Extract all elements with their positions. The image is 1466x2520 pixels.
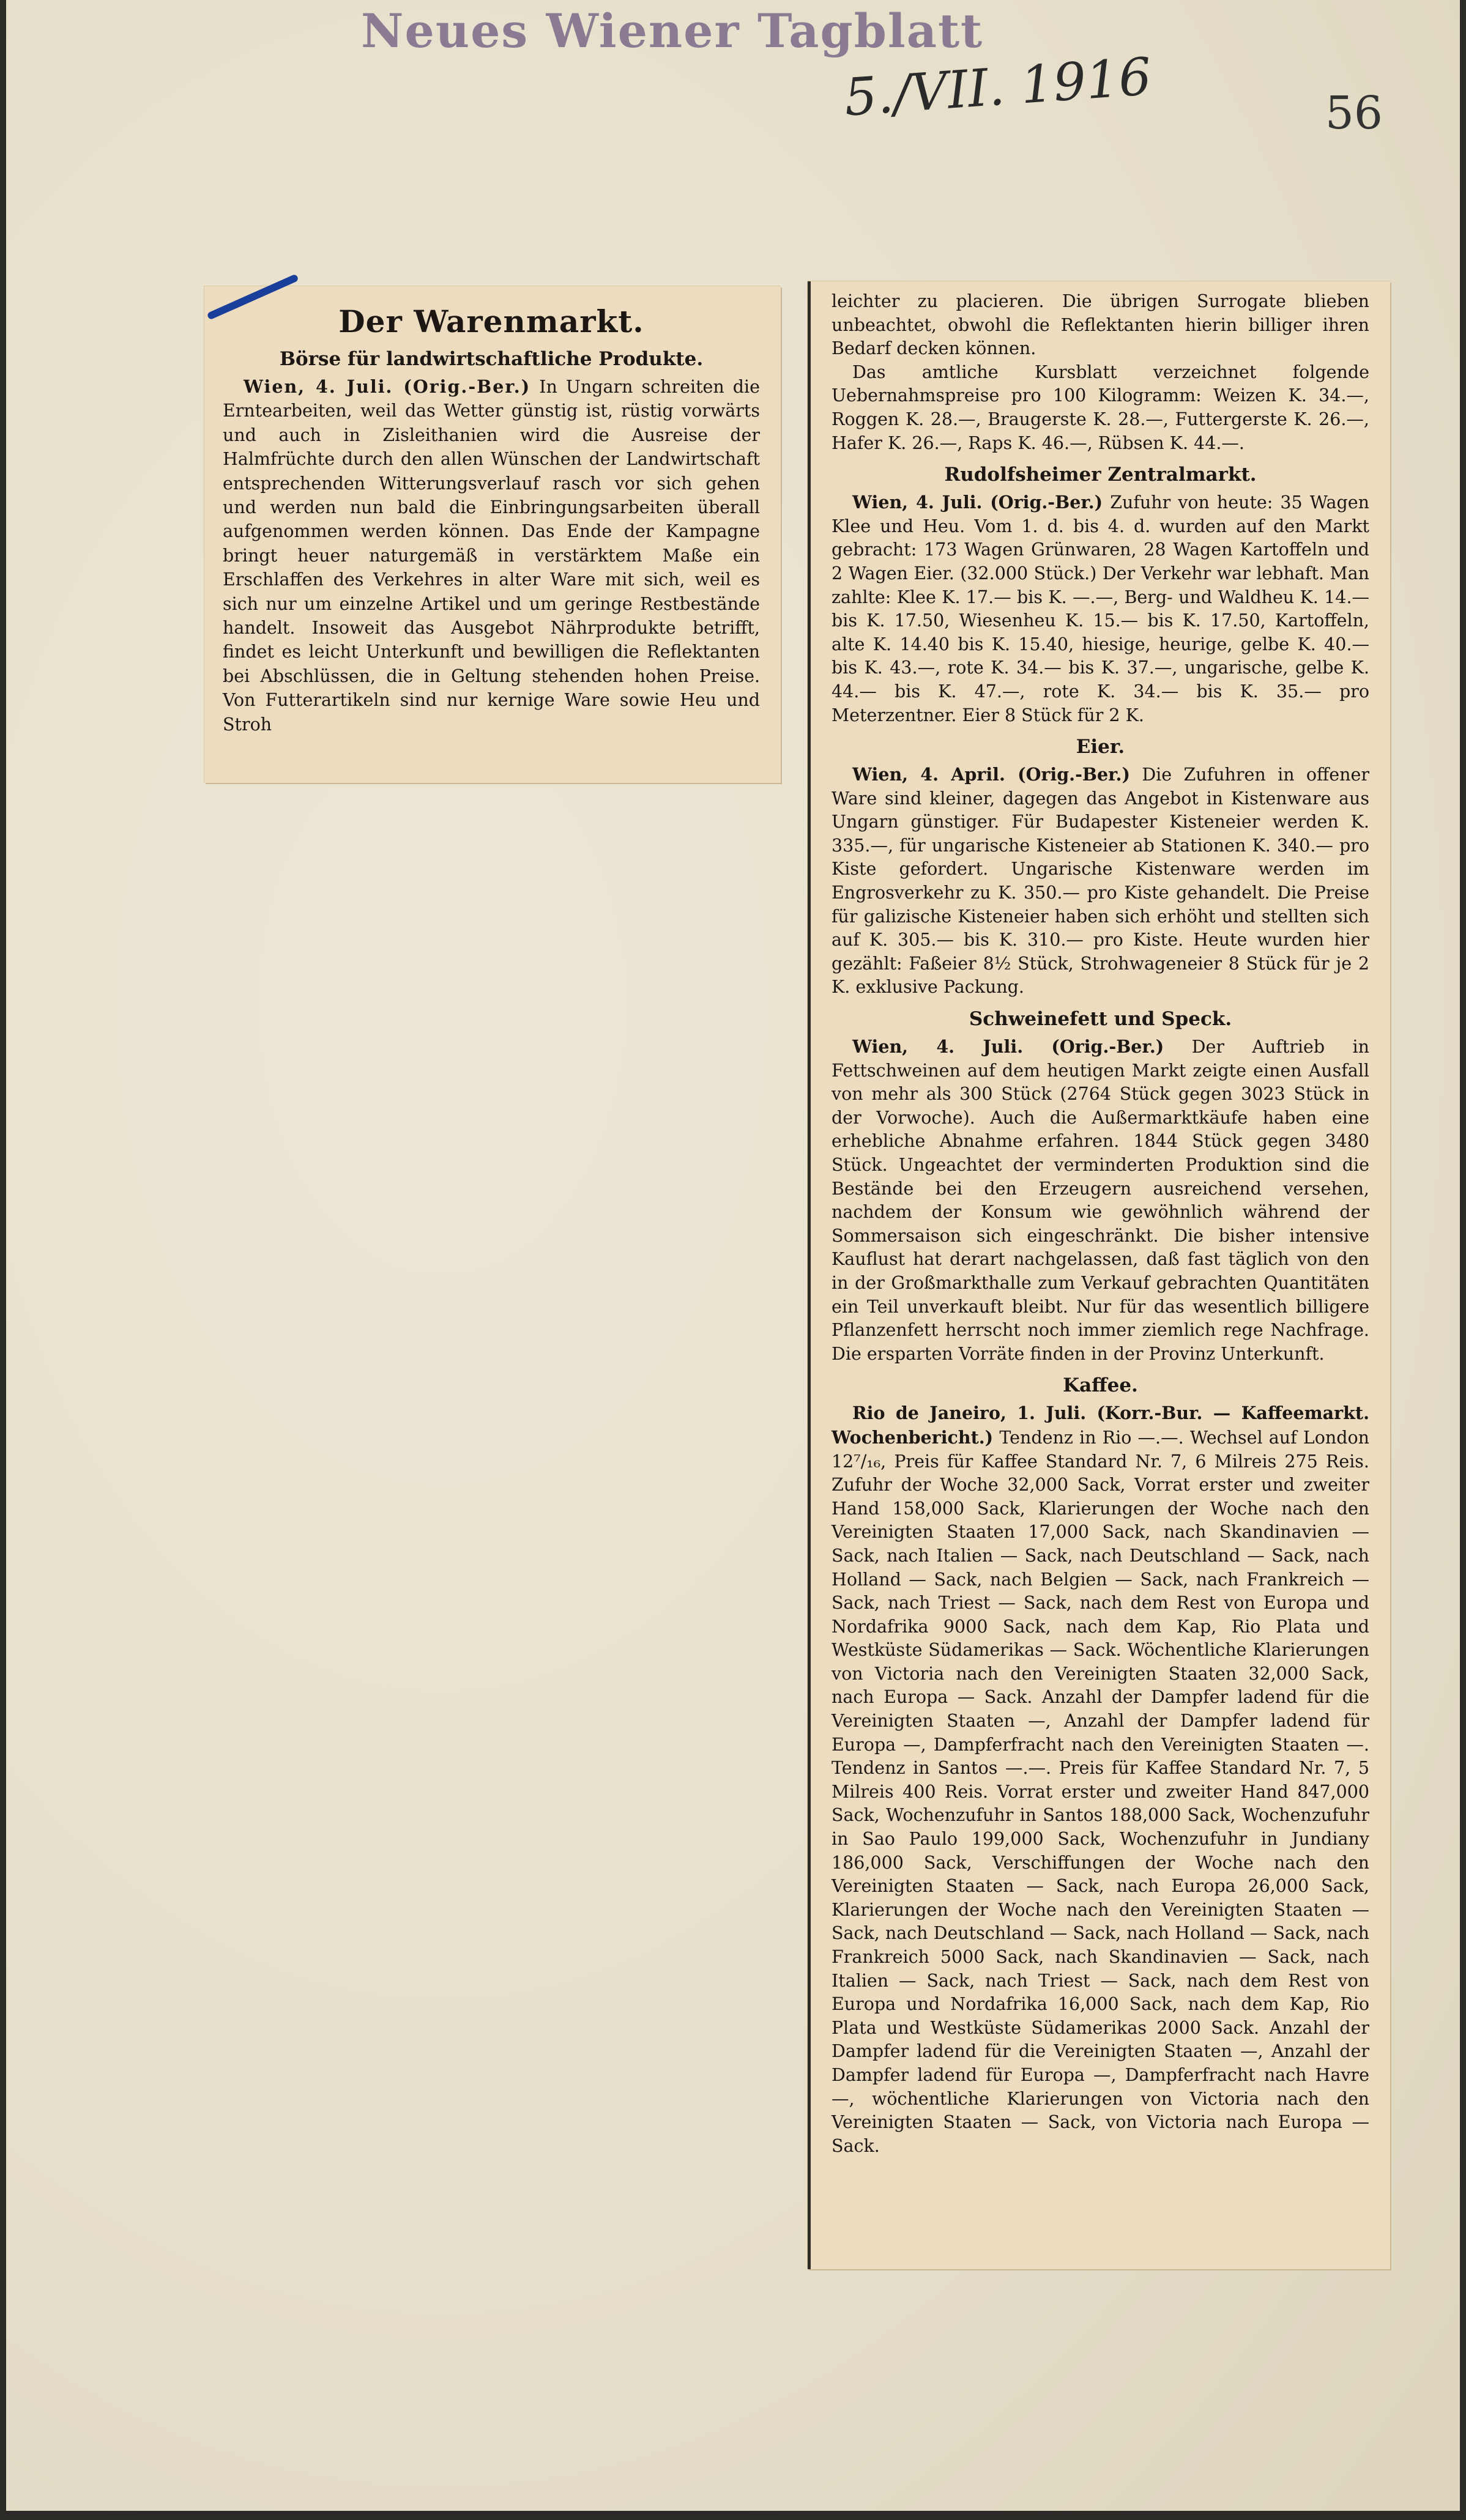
clipping-right [808, 281, 1390, 2269]
section-lead: Wien, 4. Juli. (Orig.-Ber.) [852, 1036, 1164, 1058]
section-paragraph-eier [832, 763, 1369, 999]
continuation-paragraph: leichter zu placieren. Die übrigen Surrogate blieben unbeachtet, obwohl die Reflektanten hierin billiger ihren Bedarf decken können. [832, 291, 1369, 359]
article-lead: Wien, 4. Juli. (Orig.-Ber.) [244, 376, 531, 397]
section-paragraph-kaffee [832, 1401, 1369, 2158]
clipping-headline: Der Warenmarkt. [338, 303, 644, 339]
section-lead: Wien, 4. Juli. (Orig.-Ber.) [852, 492, 1103, 513]
section-title-kaffee: Kaffee. [1063, 1374, 1138, 1397]
section-paragraph-zentralmarkt [832, 491, 1369, 727]
article-body: In Ungarn schreiten die Erntearbeiten, weil das Wetter günstig ist, rüstig vorwärts und auch in Zisleithanien wird die Ausreise der Halmfrüchte durch den allen Wünschen der Landwirtschaft entsprechenden Witterungsverlauf rasch vor sich gehen und werden nun bald die Einbringungsarbeiten überall aufgenommen werden können. Das Ende der Kampagne bringt heuer naturgemäß in verstärktem Maße ein Erschlaffen des Verkehres in alter Ware mit sich, weil es sich nur um einzelne Artikel und um geringe Restbestände handelt. Insoweit das Ausgebot Nährprodukte betrifft, findet es leicht Unterkunft und bewilligen die Reflektanten bei Abschlüssen, die in Geltung stehenden hohen Preise. Von Futterartikeln sind nur kernige Ware sowie Heu und Stroh [223, 377, 761, 735]
page-number: 56 [1325, 87, 1383, 139]
section-title-schweinefett: Schweinefett und Speck. [969, 1008, 1232, 1031]
newspaper-stamp: Neues Wiener Tagblatt [361, 4, 984, 58]
section-paragraph-schweinefett [832, 1035, 1369, 1366]
section-title: Börse für landwirtschaftliche Produkte. [279, 348, 704, 370]
handwritten-date: 5./VII. 1916 [842, 46, 1153, 128]
section-lead: Wien, 4. April. (Orig.-Ber.) [852, 764, 1130, 785]
kursblatt-paragraph: Das amtliche Kursblatt verzeichnet folgende Uebernahmspreise pro 100 Kilogramm: Weizen K. 34.—, Roggen K. 28.—, Braugerste K. 28.—, Futtergerste K. 26.—, Hafer K. 26.—, Raps K. 46.—, Rübsen K. 44.—. [832, 361, 1369, 453]
section-title-zentralmarkt: Rudolfsheimer Zentralmarkt. [944, 464, 1257, 486]
section-body: Der Auftrieb in Fettschweinen auf dem heutigen Markt zeigte einen Ausfall von mehr als 300 Stück (2764 Stück gegen 3023 Stück in der Vorwoche). Auch die Außermarktkäufe haben eine erhebliche Abnahme erfahren. 1844 Stück gegen 3480 Stück. Ungeachtet der verminderten Produktion sind die Bestände bei den Erzeugern ausreichend versehen, nachdem der Konsum wie gewöhnlich während der Sommersaison sich eingeschränkt. Die bisher intensive Kauflust hat derart nachgelassen, daß fast täglich von den in der Großmarkthalle zum Verkauf gebrachten Quantitäten ein Teil unverkauft bleibt. Nur für das wesentlich billigere Pflanzenfett herrscht noch immer ziemlich rege Nachfrage. Die ersparten Vorräte finden in der Provinz Unterkunft. [832, 1037, 1370, 1364]
section-title-eier: Eier. [1076, 736, 1125, 758]
section-body: Tendenz in Rio —.—. Wechsel auf London 12⁷/₁₆, Preis für Kaffee Standard Nr. 7, 6 Milreis 275 Reis. Zufuhr der Woche 32,000 Sack, Vorrat erster und zweiter Hand 158,000 Sack, Klarierungen der Woche nach den Vereinigten Staaten 17,000 Sack, nach Skandinavien — Sack, nach Italien — Sack, nach Deutschland — Sack, nach Holland — Sack, nach Belgien — Sack, nach Frankreich — Sack, nach Triest — Sack, nach dem Rest von Europa und Nordafrika 9000 Sack, nach dem Kap, Rio Plata und Westküste Südamerikas — Sack. Wöchentliche Klarierungen von Victoria nach den Vereinigten Staaten 32,000 Sack, nach Europa — Sack. Anzahl der Dampfer ladend für die Vereinigten Staaten —, Anzahl der Dampfer ladend für Europa —, Dampferfracht nach den Vereinigten Staaten —. Tendenz in Santos —.—. Preis für Kaffee Standard Nr. 7, 5 Milreis 400 Reis. Vorrat erster und zweiter Hand 847,000 Sack, Wochenzufuhr in Santos 188,000 Sack, Wochenzufuhr in Sao Paulo 199,000 Sack, Wochenzufuhr in Jundiany 186,000 Sack, Verschiffungen der Woche nach den Vereinigten Staaten — Sack, nach Europa 26,000 Sack, Klarierungen der Woche nach den Vereinigten Staaten — Sack, nach Deutschland — Sack, nach Holland — Sack, nach Frankreich 5000 Sack, nach Skandinavien — Sack, nach Italien — Sack, nach Triest — Sack, nach dem Rest von Europa und Nordafrika 16,000 Sack, nach dem Kap, Rio Plata und Westküste Südamerikas 2000 Sack. Anzahl der Dampfer ladend für die Vereinigten Staaten —, Anzahl der Dampfer ladend für Europa —, Dampferfracht nach Havre —, wöchentliche Klarierungen von Victoria nach den Vereinigten Staaten — Sack, von Victoria nach Europa — Sack. [832, 1427, 1370, 2156]
section-body: Zufuhr von heute: 35 Wagen Klee und Heu. Vom 1. d. bis 4. d. wurden auf den Markt gebracht: 173 Wagen Grünwaren, 28 Wagen Kartoffeln und 2 Wagen Eier. (32.000 Stück.) Der Verkehr war lebhaft. Man zahlte: Klee K. 17.— bis K. —.—, Berg- und Waldheu K. 14.— bis K. 17.50, Wiesenheu K. 15.— bis K. 17.50, Kartoffeln, alte K. 14.40 bis K. 15.40, hiesige, heurige, gelbe K. 40.— bis K. 43.—, rote K. 34.— bis K. 37.—, ungarische, gelbe K. 44.— bis K. 47.—, rote K. 34.— bis K. 35.— pro Meterzentner. Eier 8 Stück für 2 K. [832, 492, 1369, 725]
section-body: Die Zufuhren in offener Ware sind kleiner, dagegen das Angebot in Kistenware aus Ungarn günstiger. Für Budapester Kisteneier werden K. 335.—, für ungarische Kisteneier ab Stationen K. 340.— pro Kiste gefordert. Ungarische Kistenware werden im Engrosverkehr zu K. 350.— pro Kiste gehandelt. Die Preise für galizische Kisteneier haben sich erhöht und stellten sich auf K. 305.— bis K. 310.— pro Kiste. Heute wurden hier gezählt: Faßeier 8½ Stück, Strohwageneier 8 Stück für je 2 K. exklusive Packung. [832, 765, 1370, 998]
archive-sheet [6, 0, 1460, 2511]
article-paragraph [223, 375, 760, 736]
clipping-left [204, 286, 781, 783]
section-lead: Rio de Janeiro, 1. Juli. (Korr.-Bur. — Kaffeemarkt. Wochenbericht.) [832, 1403, 1369, 1448]
